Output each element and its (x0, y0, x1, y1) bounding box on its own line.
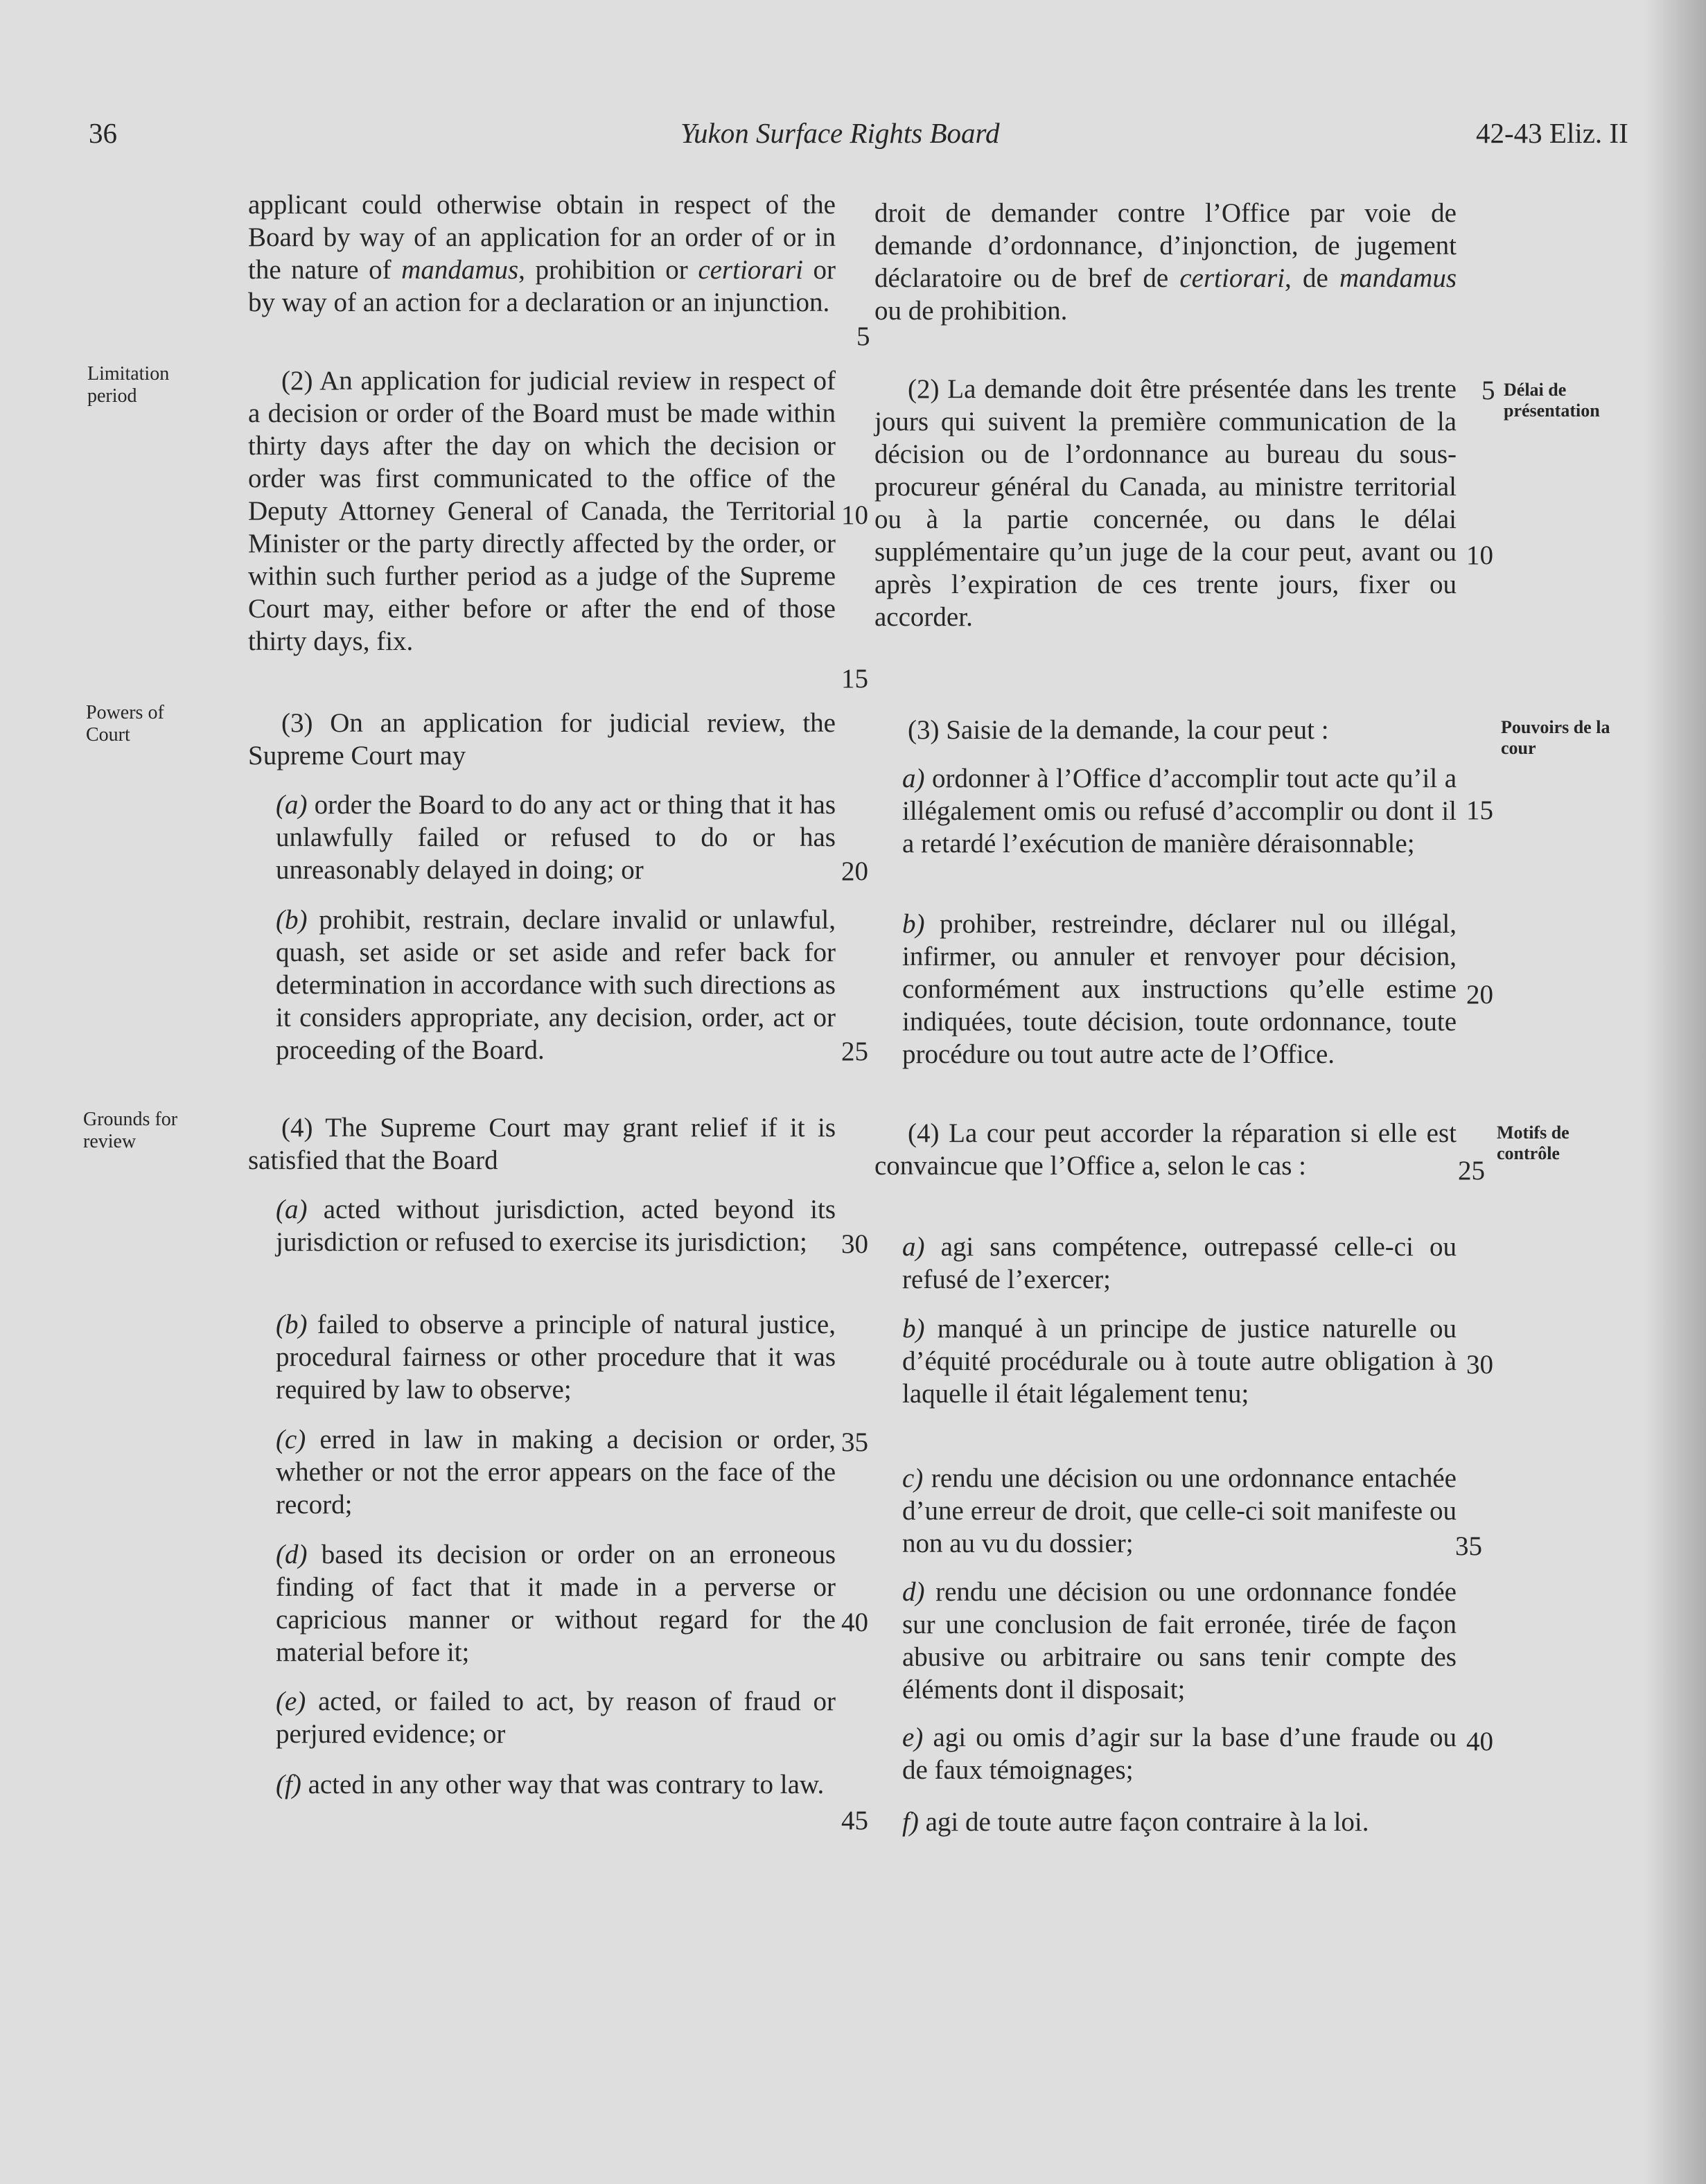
margin-note-delai-de-presentation: Délai de présentation (1504, 380, 1600, 421)
fr-para-4e: e) agi ou omis d’agir sur la base d’une fraude ou de faux témoignages; (902, 1723, 1457, 1785)
line-number: 40 (841, 1608, 868, 1637)
margin-note-grounds-for-review: Grounds for review (83, 1109, 178, 1152)
line-number: 5 (856, 322, 870, 351)
en-subsection-3-intro: (3) On an application for judicial review, the Supreme Court may (248, 708, 836, 770)
line-number: 15 (841, 664, 868, 694)
en-para-3a: (a) order the Board to do any act or thing that it has unlawfully failed or refused to do or has unreasonably delayed in doing; or (276, 790, 836, 885)
margin-note-motifs-de-controle: Motifs de contrôle (1497, 1122, 1569, 1163)
line-number: 20 (841, 856, 868, 886)
fr-para-4a: a) agi sans compétence, outrepassé celle-ci ou refusé de l’exercer; (902, 1232, 1457, 1294)
en-subsection-4-intro: (4) The Supreme Court may grant relief if it is satisfied that the Board (248, 1113, 836, 1175)
line-number: 45 (841, 1806, 868, 1835)
margin-note-powers-of-court: Powers of Court (86, 702, 164, 746)
margin-note-pouvoirs-de-la-cour: Pouvoirs de la cour (1501, 717, 1610, 758)
en-para-4c: (c) erred in law in making a decision or order, whether or not the error appears on the face of the record; (276, 1425, 836, 1520)
line-number: 5 (1481, 376, 1495, 405)
line-number: 25 (1458, 1156, 1485, 1186)
fr-continuation: droit de demander contre l’Office par voie de demande d’ordonnance, d’injonction, de jugement déclaratoire ou de bref de certiorari, de mandamus ou de prohibition. (874, 198, 1457, 326)
line-number: 10 (841, 500, 868, 530)
en-para-4a: (a) acted without jurisdiction, acted beyond its jurisdiction or refused to exercise its jurisdiction; (276, 1195, 836, 1257)
en-para-4e: (e) acted, or failed to act, by reason of fraud or perjured evidence; or (276, 1687, 836, 1749)
fr-para-4f: f) agi de toute autre façon contraire à la loi. (902, 1807, 1369, 1837)
en-para-4f: (f) acted in any other way that was contrary to law. (276, 1770, 825, 1799)
line-number: 40 (1466, 1727, 1493, 1756)
line-number: 20 (1466, 980, 1493, 1010)
regnal-year: 42-43 Eliz. II (1476, 117, 1628, 149)
fr-para-4d: d) rendu une décision ou une ordonnance fondée sur une conclusion de fait erronée, tirée de façon abusive ou arbitraire ou sans tenir compte des éléments dont il disposait; (902, 1577, 1457, 1705)
fr-subsection-3-intro: (3) Saisie de la demande, la cour peut : (908, 715, 1329, 745)
en-para-4d: (d) based its decision or order on an erroneous finding of fact that it made in a perverse or capricious manner or without regard for the material before it; (276, 1540, 836, 1667)
line-number: 35 (1455, 1531, 1482, 1561)
en-continuation: applicant could otherwise obtain in respect of the Board by way of an application for an order of or in the nature of mandamus, prohibition or certiorari or by way of an action for a declaration or an injunction. (248, 190, 836, 317)
en-subsection-2: (2) An application for judicial review in respect of a decision or order of the Board must be made within thirty days after the day on which the decision or order was first communicated to the office of the Deputy Attorney General of Canada, the Territorial Minister or the party directly affected by the order, or within such further period as a judge of the Supreme Court may, either before or after the end of those thirty days, fix. (248, 366, 836, 656)
line-number: 25 (841, 1037, 868, 1066)
line-number: 15 (1466, 795, 1493, 825)
fr-para-3b: b) prohiber, restreindre, déclarer nul ou illégal, infirmer, ou annuler et renvoyer pour décision, conformément aux instructions qu’elle estime indiquées, toute décision, toute ordonnance, toute procédure ou tout autre acte de l’Office. (902, 909, 1457, 1069)
en-para-3b: (b) prohibit, restrain, declare invalid or unlawful, quash, set aside or set aside and refer back for determination in accordance with such directions as it considers appropriate, any decision, order, act or proceeding of the Board. (276, 905, 836, 1065)
en-para-4b: (b) failed to observe a principle of natural justice, procedural fairness or other procedure that it was required by law to observe; (276, 1310, 836, 1404)
fr-subsection-2: (2) La demande doit être présentée dans les trente jours qui suivent la première communication de la décision ou de l’ordonnance au bureau du sous-procureur général du Canada, au ministre territorial ou à la partie concernée, ou dans le délai supplémentaire qu’un juge de la cour peut, avant ou après l’expiration de ces trente jours, fixer ou accorder. (874, 374, 1457, 632)
fr-para-4c: c) rendu une décision ou une ordonnance entachée d’une erreur de droit, que celle-ci soit manifeste ou non au vu du dossier; (902, 1463, 1457, 1558)
margin-note-limitation-period: Limitation period (87, 363, 170, 407)
page-number: 36 (89, 117, 117, 149)
fr-para-3a: a) ordonner à l’Office d’accomplir tout acte qu’il a illégalement omis ou refusé d’accomplir ou dont il a retardé l’exécution de manière déraisonnable; (902, 764, 1457, 858)
line-number: 10 (1466, 540, 1493, 570)
fr-para-4b: b) manqué à un principe de justice naturelle ou d’équité procédurale ou à toute autre obligation à laquelle il était légalement tenu; (902, 1314, 1457, 1409)
running-title: Yukon Surface Rights Board (680, 117, 1000, 149)
fr-subsection-4-intro: (4) La cour peut accorder la réparation si elle est convaincue que l’Office a, selon le cas : (874, 1118, 1457, 1181)
line-number: 30 (841, 1229, 868, 1259)
line-number: 35 (841, 1427, 868, 1457)
page-edge-shadow (1644, 0, 1706, 2184)
line-number: 30 (1466, 1350, 1493, 1380)
